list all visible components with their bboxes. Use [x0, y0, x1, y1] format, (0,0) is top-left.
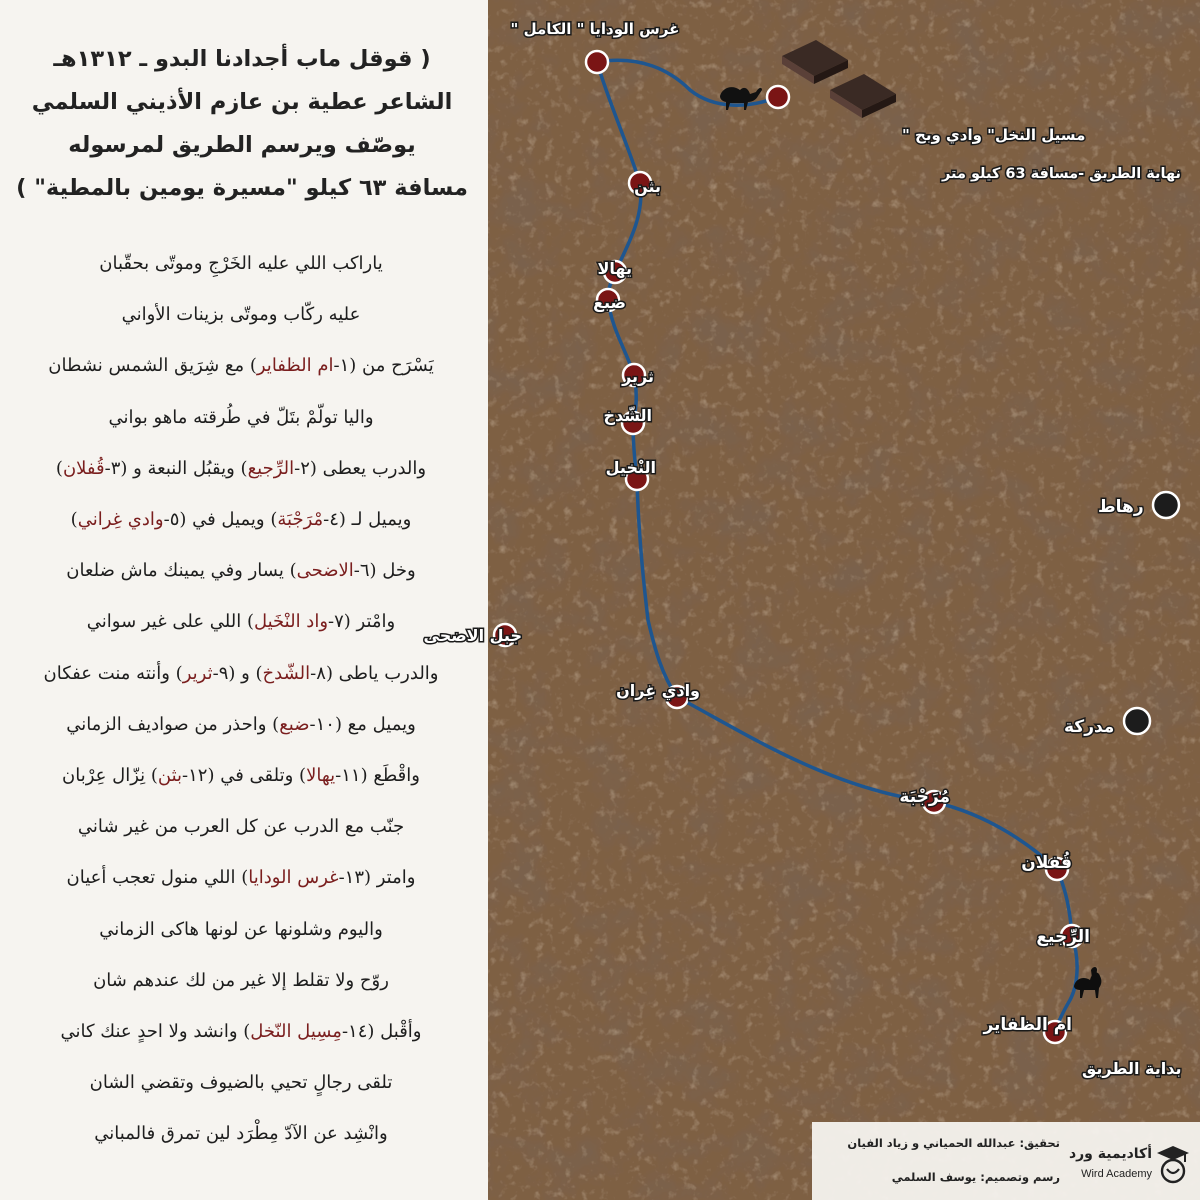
place-name-highlight: مْرَجْبَة [277, 509, 324, 531]
poem-verse [10, 1006, 472, 1057]
heading-line: ( قوقل ماب أجدادنا البدو ـ ١٣١٢هـ [53, 46, 431, 72]
verse-text: ) وانشد ولا احدٍ عنك كاني [60, 1021, 251, 1043]
place-name-highlight: الشّدخ [262, 662, 311, 684]
verse-text: ) نِزّال عِرْبان [62, 765, 158, 787]
design-credit: رسم وتصميم: يوسف السلمي [891, 1170, 1060, 1184]
verse-text: ) ويقبُل النبعة و (٣- [104, 457, 248, 479]
research-credit: تحقيق: عبدالله الحمياني و زياد الفيان [847, 1136, 1060, 1150]
waypoint-label: بثن [634, 177, 661, 196]
place-name-highlight: قُفلان [62, 457, 105, 479]
brand-name-english: Wird Academy [1081, 1168, 1152, 1180]
verse-text: وامْتر (٧- [328, 611, 396, 633]
poem-verse [10, 801, 472, 852]
route-start-label: بداية الطريق [1082, 1059, 1182, 1078]
verse-text: ) مع شِرَيق الشمس نشطان [48, 355, 257, 377]
verse-text: وخل (٦- [353, 560, 416, 582]
verse-text: ويميل مع (١٠- [309, 713, 416, 735]
poem-verse [10, 1108, 472, 1159]
waypoint-adha[interactable] [424, 624, 523, 646]
verse-text: ) [70, 509, 78, 531]
heading-line: الشاعر عطية بن عازم الأذيني السلمي [31, 89, 453, 115]
poem-heading [14, 38, 470, 210]
verse-text: جنّب مع الدرب عن كل العرب من غير شاني [77, 816, 405, 838]
poem-verse [10, 648, 472, 699]
waypoint-label: مسيل النخل" وادي وبح " [902, 126, 1086, 144]
place-name-highlight: ام الظفاير [256, 355, 334, 377]
heading-line: مسافة ٦٣ كيلو "مسيرة يومين بالمطية" ) [16, 175, 468, 201]
waypoint-label: وادي غِران [616, 681, 700, 700]
place-name-highlight: غرس الودايا [248, 867, 339, 889]
poem-verse [10, 596, 472, 647]
verse-text: وامتر (١٣- [338, 867, 416, 889]
landmark-label: رهاط [1098, 497, 1144, 517]
poem-verses [10, 238, 472, 1160]
map-canvas [423, 0, 1200, 1200]
verse-text: واقْطَع (١١- [335, 765, 420, 787]
waypoint-label: ثرير [622, 367, 654, 386]
verse-text: وانْشِد عن الآدّ مِطْرَد لين تمرق فالمباني [94, 1123, 388, 1145]
waypoint-label: النْخيل [605, 458, 656, 477]
waypoint-label: ضبع [593, 293, 626, 312]
verse-text: واليوم وشلونها عن لونها هاكى الزماني [99, 918, 383, 940]
route-end-label: نهاية الطريق -مسافة 63 كيلو متر [942, 166, 1181, 182]
place-name-highlight: الاضحى [296, 560, 354, 582]
verse-text: ) ويميل في (٥- [163, 509, 278, 531]
poem-verse [10, 392, 472, 443]
credits-box [812, 1122, 1200, 1200]
poem-verse [10, 699, 472, 750]
poem-verse [10, 852, 472, 903]
waypoint-label: قُفلان [1021, 853, 1072, 873]
text-panel [0, 0, 488, 1200]
verse-text: ) [55, 457, 63, 479]
verse-text: ) واحذر من صواديف الزماني [66, 713, 280, 735]
place-name-highlight: مِسِيل النّخل [250, 1021, 342, 1043]
poem-verse [10, 904, 472, 955]
heading-line: يوصّف ويرسم الطريق لمرسوله [68, 132, 416, 158]
waypoint-marker[interactable] [586, 51, 608, 73]
place-name-highlight: بثن [157, 765, 183, 787]
poem-verse [10, 340, 472, 391]
verse-text: تلقى رجالٍ تحيي بالضيوف وتقضي الشان [89, 1072, 393, 1094]
waypoint-label: الرِّجيع [1036, 927, 1090, 947]
waypoint-label: مُرَجْبَة [899, 787, 950, 807]
poem-verse [10, 955, 472, 1006]
verse-text: يَسْرَح من (١- [333, 355, 434, 377]
poem-verse [10, 289, 472, 340]
verse-text: وأقْبل (١٤- [341, 1021, 422, 1043]
verse-text: ) اللي على غير سواني [86, 611, 254, 633]
place-name-highlight: ضبع [279, 713, 310, 735]
waypoint-label: يهالا [597, 259, 632, 278]
verse-text: ويميل لـ (٤- [323, 509, 412, 531]
verse-text: ) و (٩- [212, 662, 263, 684]
graduation-cap-icon [1156, 1144, 1190, 1184]
verse-text: والدرب يعطى (٢- [294, 457, 427, 479]
verse-text: روّح ولا تقلط إلا غير من لك عندهم شان [93, 969, 389, 991]
landmark-label: مدركة [1064, 717, 1115, 737]
satellite-map[interactable] [423, 0, 1200, 1200]
poem-verse [10, 494, 472, 545]
poem-verse [10, 545, 472, 596]
waypoint-label: الشّدخ [603, 406, 652, 425]
poem-verse [10, 750, 472, 801]
place-name-highlight: واد النْخَيل [253, 611, 329, 633]
place-name-highlight: الرِّجيع [247, 457, 295, 479]
poem-verse [10, 1057, 472, 1108]
verse-text: واليا تولّمْ بتَلّ في طُرقته ماهو بواني [108, 406, 374, 428]
waypoint-label: جبل الاضحى [423, 626, 522, 645]
place-name-highlight: وادي غِراني [77, 509, 164, 531]
waypoint-label: غرس الودايا " الكامل " [510, 20, 680, 38]
brand-name-arabic: أكاديمية ورد [1068, 1146, 1152, 1162]
waypoint-rujaie[interactable] [1036, 925, 1090, 947]
verse-text: ) يسار وفي يمينك ماش ضلعان [66, 560, 297, 582]
verse-text: ) وتلقى في (١٢- [182, 765, 307, 787]
place-name-highlight: ثرير [182, 662, 213, 684]
waypoint-thurair[interactable] [621, 364, 654, 386]
waypoint-marker[interactable] [767, 86, 789, 108]
verse-text: ) اللي منول تعجب أعيان [66, 867, 249, 889]
poem-verse [10, 443, 472, 494]
landmark-marker[interactable] [1124, 708, 1150, 734]
place-name-highlight: يهالا [306, 765, 336, 787]
verse-text: عليه ركّاب وموتّى بزينات الأواني [121, 304, 361, 326]
waypoint-dabe[interactable] [593, 289, 626, 312]
verse-text: والدرب ياطى (٨- [310, 662, 439, 684]
verse-text: ) وأنته منت عفكان [43, 662, 183, 684]
waypoint-label: ام الظفاير [983, 1015, 1072, 1035]
poem-verse [10, 238, 472, 289]
verse-text: ياراكب اللي عليه الخَرْجِ وموتّى بحقّبان [99, 253, 383, 274]
brand-logo[interactable] [1064, 1138, 1192, 1194]
landmark-marker[interactable] [1153, 492, 1179, 518]
